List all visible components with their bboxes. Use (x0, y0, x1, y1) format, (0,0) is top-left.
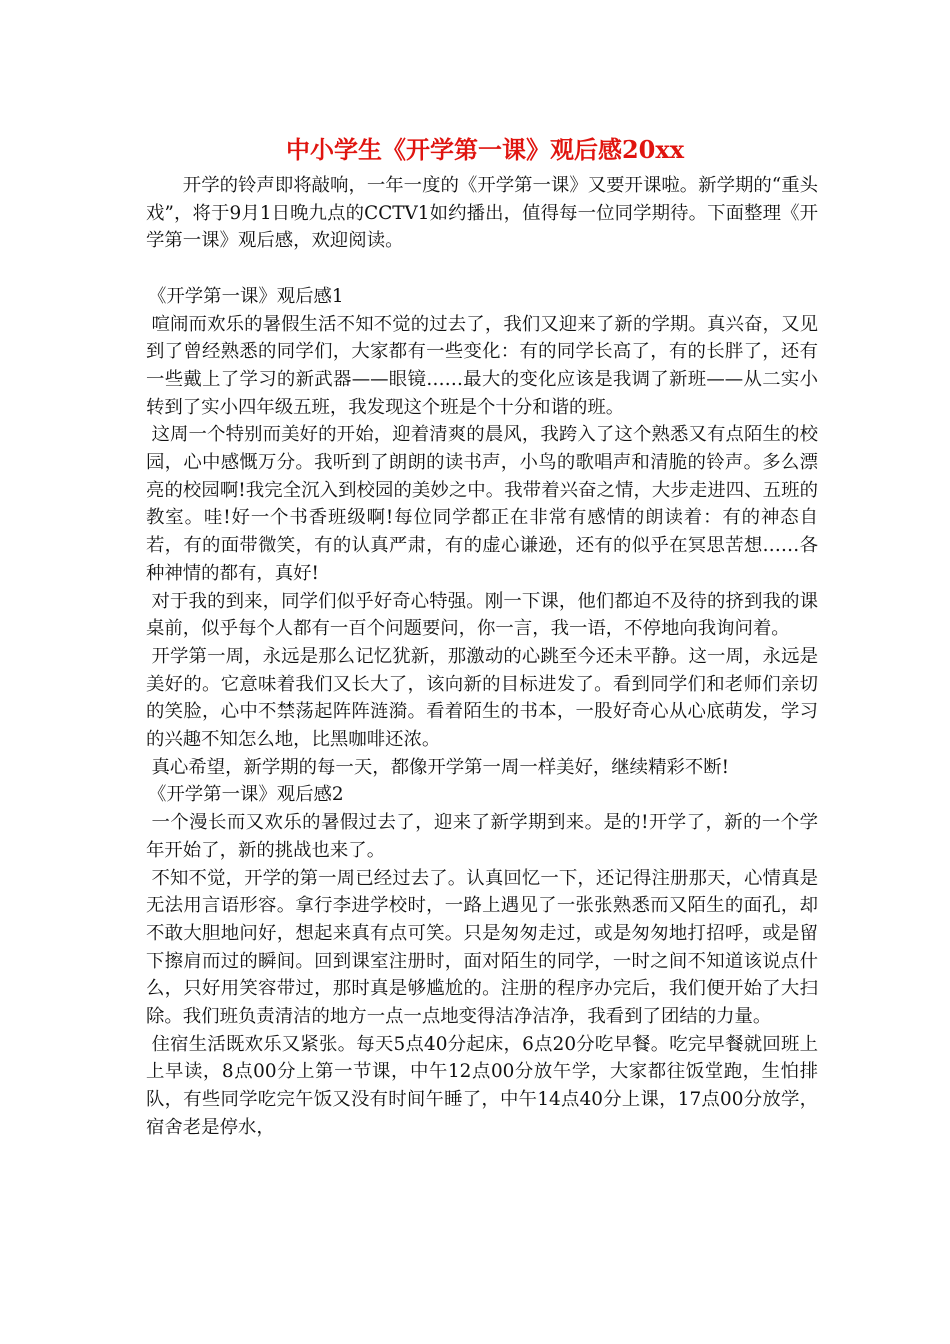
section1-paragraph-1: 喧闹而欢乐的暑假生活不知不觉的过去了，我们又迎来了新的学期。真兴奋，又见到了曾经熟悉的同学们，大家都有一些变化：有的同学长高了，有的长胖了，还有一些戴上了学习的新武器——眼镜……最大的变化应该是我调了新班——从二实小转到了实小四年级五班，我发现这个班是个十分和谐的班。 (146, 313, 818, 418)
section1-paragraph-3: 对于我的到来，同学们似乎好奇心特强。刚一下课，他们都迫不及待的挤到我的课桌前，似乎每个人都有一百个问题要问，你一言，我一语，不停地向我询问着。 (146, 590, 818, 640)
section1-paragraph-4: 开学第一周，永远是那么记忆犹新，那激动的心跳至今还未平静。这一周，永远是美好的。它意味着我们又长大了，该向新的目标进发了。看到同学们和老师们亲切的笑脸，心中不禁荡起阵阵涟漪。看着陌生的书本，一股好奇心从心底萌发，学习的兴趣不知怎么地，比黑咖啡还浓。 (146, 645, 818, 751)
section2-paragraph-1: 一个漫长而又欢乐的暑假过去了，迎来了新学期到来。是的!开学了，新的一个学年开始了，新的挑战也来了。 (146, 812, 818, 861)
section1-paragraph-2: 这周一个特别而美好的开始，迎着清爽的晨风，我跨入了这个熟悉又有点陌生的校园，心中感慨万分。我听到了朗朗的读书声，小鸟的歌唱声和清脆的铃声。多么漂亮的校园啊!我完全沉入到校园的美妙之中。我带着兴奋之情，大步走进四、五班的教室。哇!好一个书香班级啊!每位同学都正在非常有感情的朗读着：有的神态自若，有的面带微笑，有的认真严肃，有的虚心谦逊，还有的似乎在冥思苦想……各种神情的都有，真好! (146, 424, 818, 584)
section1-heading: 《开学第一课》观后感1 (148, 285, 344, 307)
section1-paragraph-5: 真心希望，新学期的每一天，都像开学第一周一样美好，继续精彩不断! (151, 756, 730, 778)
section2-paragraph-3: 住宿生活既欢乐又紧张。每天5点40分起床，6点20分吃早餐。吃完早餐就回班上上早读，8点00分上第一节课，中午12点00分放午学，大家都往饭堂跑，生怕排队，有些同学吃完午饭又没有时间午睡了，中午14点40分上课，17点00分放学，宿舍老是停水， (146, 1033, 818, 1138)
document-title: 中小学生《开学第一课》观后感20xx (285, 135, 684, 164)
section2-paragraph-2: 不知不觉，开学的第一周已经过去了。认真回忆一下，还记得注册那天，心情真是无法用言语形容。拿行李进学校时，一路上遇见了一张张熟悉而又陌生的面孔，却不敢大胆地问好，想起来真有点可笑。只是匆匆走过，或是匆匆地打招呼，或是留下擦肩而过的瞬间。回到课室注册时，面对陌生的同学，一时之间不知道该说点什么，只好用笑容带过，那时真是够尴尬的。注册的程序办完后，我们便开始了大扫除。我们班负责清洁的地方一点一点地变得洁净洁净，我看到了团结的力量。 (146, 867, 818, 1028)
section2-heading: 《开学第一课》观后感2 (148, 784, 344, 806)
document-page (146, 128, 818, 1142)
intro-paragraph: 开学的铃声即将敲响，一年一度的《开学第一课》又要开课啦。新学期的“重头戏”，将于9月1日晚九点的CCTV1如约播出，值得每一位同学期待。下面整理《开学第一课》观后感，欢迎阅读。 (146, 175, 818, 252)
blank-line (146, 255, 818, 283)
